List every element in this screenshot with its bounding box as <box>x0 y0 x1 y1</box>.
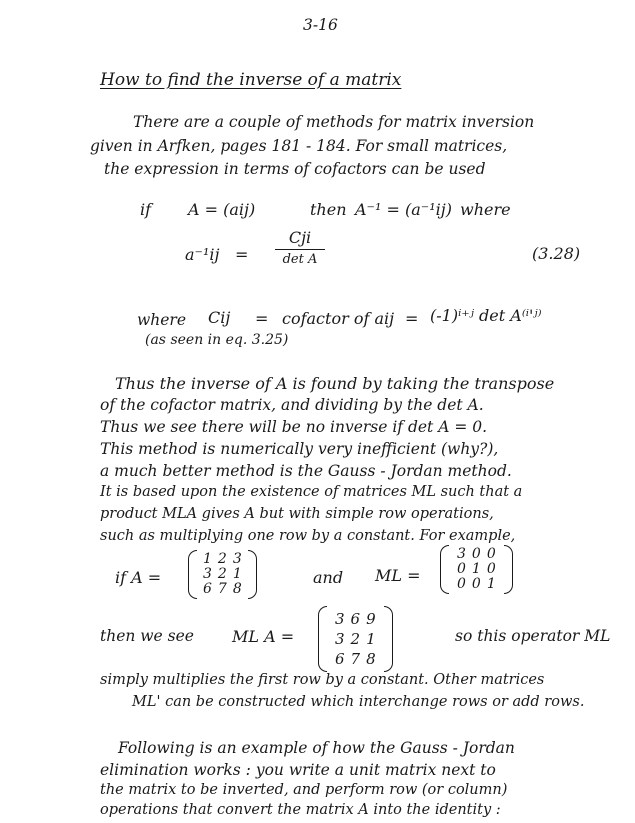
eq3-rhs: (-1)ⁱ⁺ʲ det A⁽ⁱ'ʲ⁾ <box>430 306 542 325</box>
para2-line5: a much better method is the Gauss - Jordan method. <box>100 462 512 480</box>
matrix-cell: 0 <box>457 561 466 577</box>
matrix-cell: 6 <box>203 581 212 597</box>
para2-line2: of the cofactor matrix, and dividing by the det A. <box>100 396 484 414</box>
para2-line8: such as multiplying one row by a constant. For example, <box>100 528 516 544</box>
example-if-a: if A = <box>115 568 162 587</box>
para3-line2: ML' can be constructed which interchange rows or add rows. <box>132 694 585 710</box>
matrix-cell: 2 <box>350 630 361 648</box>
para2-line1: Thus the inverse of A is found by taking the transpose <box>115 374 555 393</box>
matrix-cell: 2 <box>217 551 227 567</box>
eq3-note: (as seen in eq. 3.25) <box>145 332 289 348</box>
para4-line3: the matrix to be inverted, and perform row (or column) <box>100 782 508 798</box>
eq3-text: cofactor of aij <box>282 309 395 328</box>
example-mla-label: ML A = <box>232 627 295 646</box>
page-number: 3-16 <box>303 16 338 34</box>
matrix-cell: 7 <box>217 581 227 597</box>
matrix-cell: 0 <box>486 561 496 577</box>
matrix-cell: 1 <box>486 576 496 592</box>
matrix-cell: 8 <box>232 581 242 597</box>
matrix-cell: 3 <box>457 546 466 562</box>
matrix-cell: 3 <box>335 630 345 648</box>
matrix-cell: 1 <box>366 630 376 648</box>
matrix-cell: 3 <box>203 566 212 582</box>
para1-line3: the expression in terms of cofactors can be used <box>104 160 486 178</box>
example-so: so this operator ML <box>455 627 611 645</box>
eq1-a-def: A = (aij) <box>188 200 256 219</box>
eq2-eq: = <box>235 245 249 264</box>
para2-line7: product MLA gives A but with simple row operations, <box>100 506 494 522</box>
eq2-lhs: a⁻¹ij <box>185 245 220 264</box>
matrix-cell: 6 <box>350 610 361 628</box>
eq3-cij: Cij <box>208 308 231 327</box>
eq2-denominator: det A <box>282 252 318 267</box>
eq3-eq: = <box>255 309 269 328</box>
eq1-ainv-def: A⁻¹ = (a⁻¹ij) <box>355 200 452 219</box>
matrix-cell: 6 <box>335 650 345 668</box>
matrix-cell: 0 <box>486 546 496 562</box>
matrix-cell: 8 <box>366 650 376 668</box>
matrix-cell: 1 <box>232 566 242 582</box>
matrix-cell: 1 <box>203 551 212 567</box>
para4-line4: operations that convert the matrix A into the identity : <box>100 802 501 818</box>
matrix-ml <box>440 545 513 594</box>
para2-line3: Thus we see there will be no inverse if det A = 0. <box>100 418 488 436</box>
example-ml-label: ML = <box>375 566 421 585</box>
para2-line6: It is based upon the existence of matrices ML such that a <box>100 484 523 500</box>
example-then: then we see <box>100 627 194 645</box>
example-and: and <box>313 568 344 587</box>
para4-line1: Following is an example of how the Gauss - Jordan <box>118 739 515 757</box>
matrix-cell: 0 <box>471 576 481 592</box>
para3-line1: simply multiplies the first row by a constant. Other matrices <box>100 672 545 688</box>
para1-line1: There are a couple of methods for matrix inversion <box>133 113 535 131</box>
eq2-label: (3.28) <box>532 244 581 263</box>
matrix-cell: 9 <box>366 610 376 628</box>
eq1-where: where <box>460 200 511 219</box>
eq2-numerator: Cji <box>288 228 312 247</box>
eq1-then: then <box>310 200 347 219</box>
eq2-fraction <box>275 228 325 267</box>
matrix-cell: 3 <box>232 551 242 567</box>
matrix-mla <box>318 606 393 672</box>
matrix-cell: 0 <box>471 546 481 562</box>
para4-line2: elimination works : you write a unit matrix next to <box>100 761 496 779</box>
matrix-cell: 3 <box>335 610 345 628</box>
para1-line2: given in Arfken, pages 181 - 184. For small matrices, <box>90 137 508 155</box>
para2-line4: This method is numerically very inefficient (why?), <box>100 440 499 458</box>
fraction-bar <box>275 249 325 250</box>
eq1-if: if <box>140 200 152 219</box>
eq3-eq2: = <box>405 309 419 328</box>
matrix-cell: 2 <box>217 566 227 582</box>
matrix-cell: 0 <box>457 576 466 592</box>
matrix-a <box>188 550 257 599</box>
heading: How to find the inverse of a matrix <box>100 70 402 90</box>
matrix-cell: 1 <box>471 561 481 577</box>
matrix-cell: 7 <box>350 650 361 668</box>
eq3-where: where <box>137 311 187 329</box>
